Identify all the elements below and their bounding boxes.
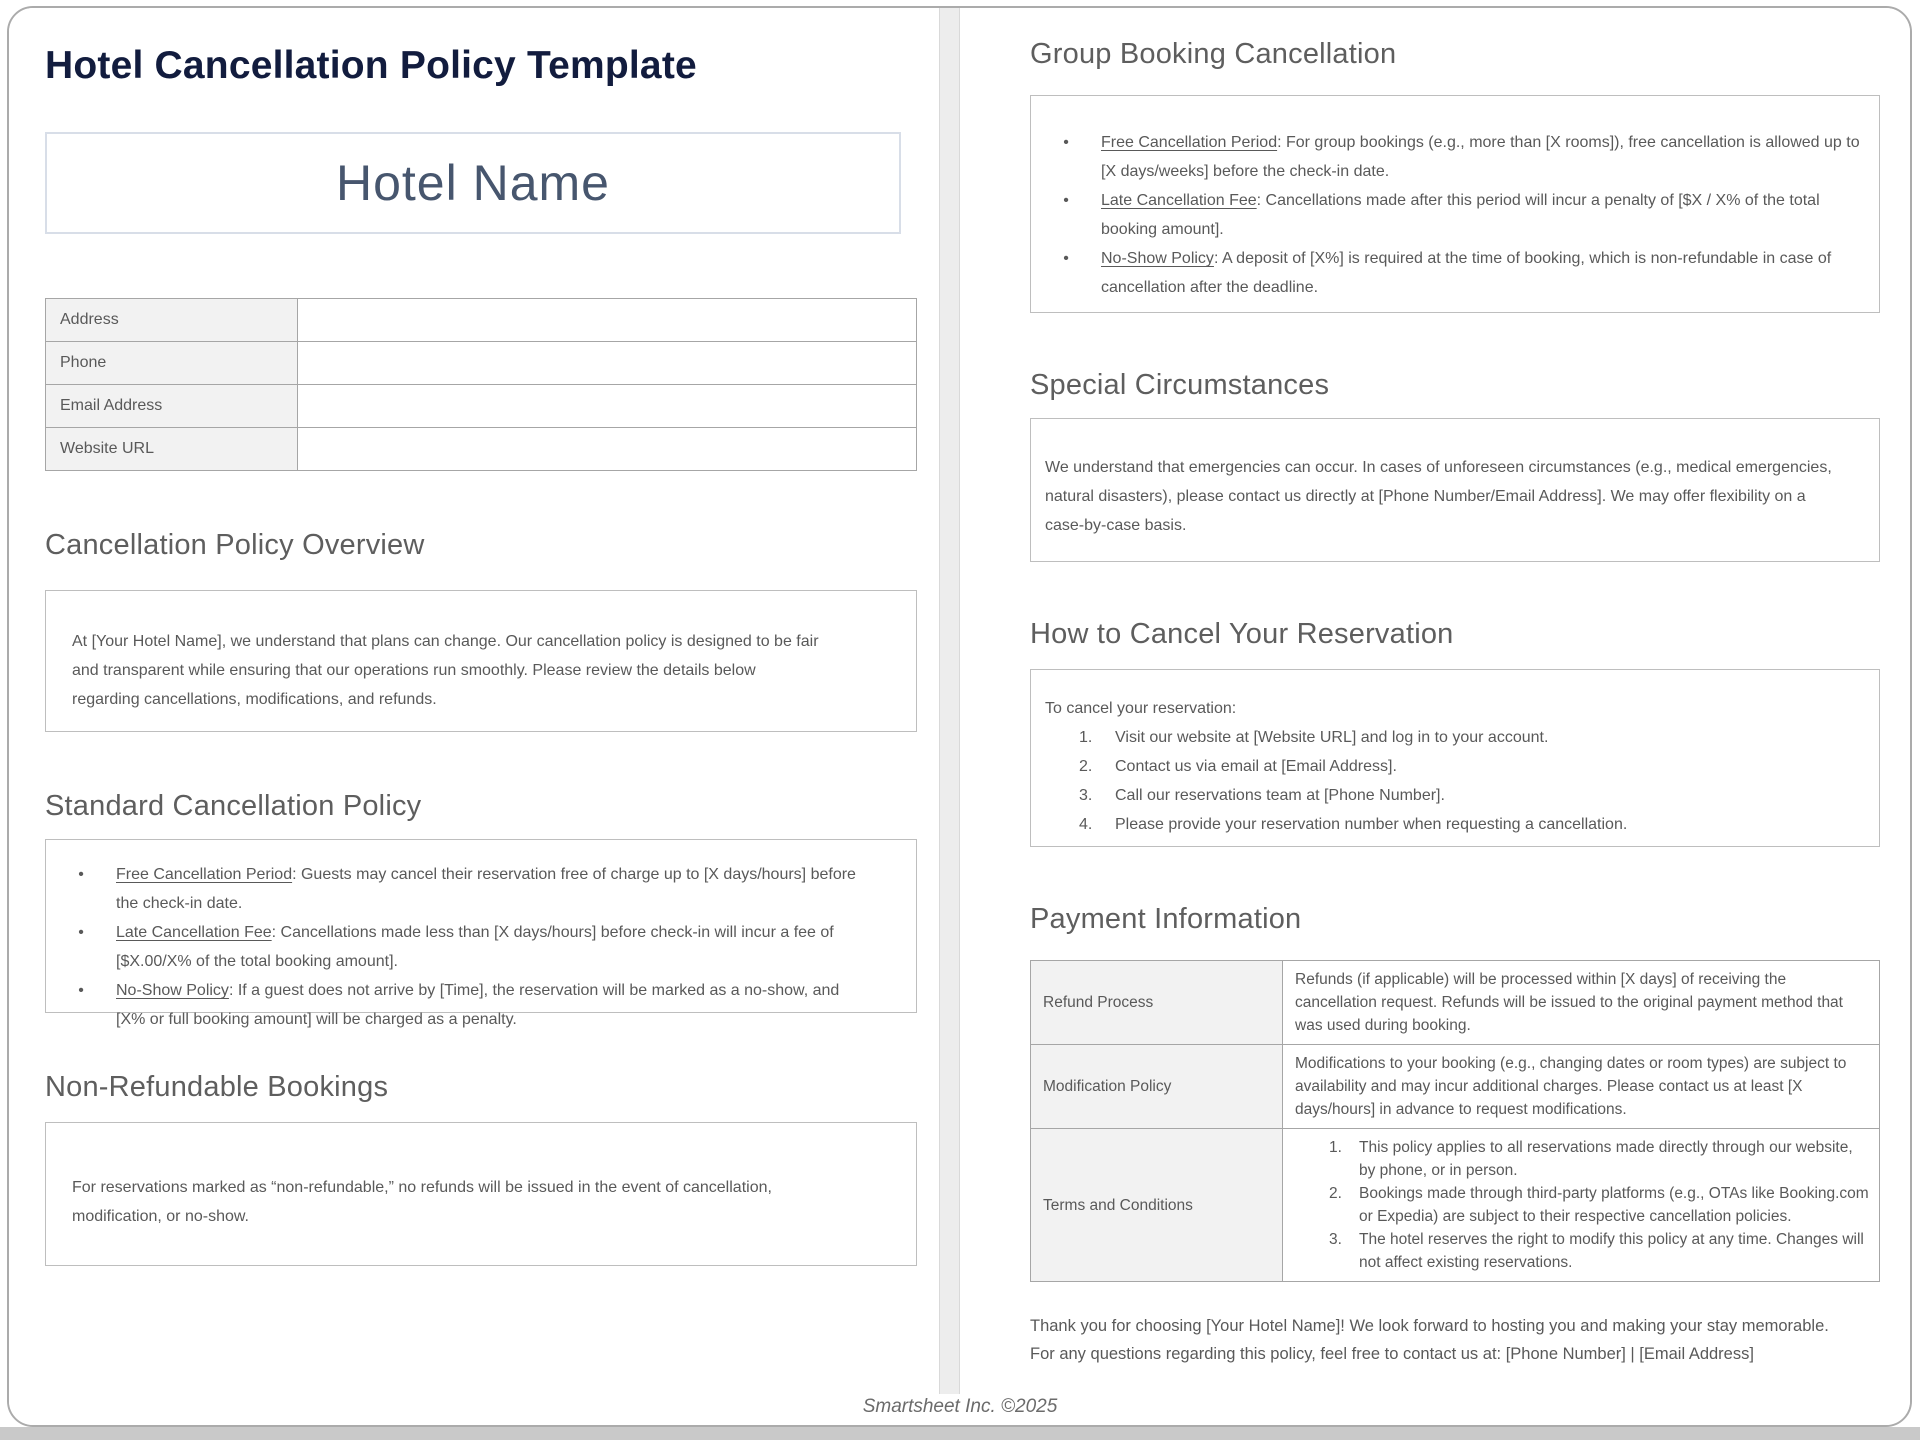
list-item	[1295, 1182, 1869, 1228]
section-heading-howto: How to Cancel Your Reservation	[1030, 618, 1454, 650]
bullet-text: Free Cancellation Period: Guests may cancel their reservation free of charge up to [X days/hours] before the check-in date.	[116, 866, 856, 912]
nonrefundable-text: For reservations marked as “non-refundable,” no refunds will be issued in the event of cancellation, modification, or no-show.	[72, 1179, 772, 1225]
section-heading-standard-policy: Standard Cancellation Policy	[45, 790, 422, 822]
bullet-icon	[46, 860, 116, 918]
page-2	[960, 8, 1910, 1425]
step-number: 1.	[1079, 729, 1093, 746]
list-item	[46, 976, 900, 1034]
payment-value-terms	[1283, 1129, 1880, 1282]
contact-label-address: Address	[46, 299, 298, 342]
bullet-icon	[46, 918, 116, 976]
payment-value-refund: Refunds (if applicable) will be processed within [X days] of receiving the cancellation request. Refunds will be issued to the original payment method that was used during booking.	[1283, 961, 1880, 1045]
payment-label-refund: Refund Process	[1031, 961, 1283, 1045]
howto-intro: To cancel your reservation:	[1045, 700, 1237, 717]
list-item	[1031, 186, 1865, 244]
contact-value-website[interactable]	[298, 428, 917, 471]
nonrefundable-box	[45, 1122, 917, 1266]
step-text: Call our reservations team at [Phone Number].	[1115, 787, 1445, 804]
bullet-text: Late Cancellation Fee: Cancellations made less than [X days/hours] before check-in will incur a fee of [$X.00/X% of the total booking amount].	[116, 924, 834, 970]
bullet-icon	[46, 976, 116, 1034]
step-text: Contact us via email at [Email Address].	[1115, 758, 1397, 775]
contact-value-phone[interactable]	[298, 342, 917, 385]
bottom-scrollbar-track[interactable]	[0, 1427, 1920, 1440]
step-number: 4.	[1079, 816, 1093, 833]
payment-label-terms: Terms and Conditions	[1031, 1129, 1283, 1282]
bullet-text: Late Cancellation Fee: Cancellations made after this period will incur a penalty of [$X / X% of the total booking amount].	[1101, 192, 1820, 238]
closing-note	[1030, 1312, 1880, 1368]
table-row	[46, 342, 917, 385]
section-heading-payment: Payment Information	[1030, 903, 1302, 935]
list-item	[1045, 810, 1859, 839]
table-row	[1031, 1129, 1880, 1282]
section-heading-nonrefundable: Non-Refundable Bookings	[45, 1071, 389, 1103]
special-circumstances-text: We understand that emergencies can occur. In cases of unforeseen circumstances (e.g., medical emergencies, natural disasters), please contact us directly at [Phone Number/Email Address]. We may offer flexibility on a case-by-case basis.	[1045, 459, 1832, 534]
overview-text: At [Your Hotel Name], we understand that plans can change. Our cancellation policy is designed to be fair and transparent while ensuring that our operations run smoothly. Please review the details below regarding cancellations, modifications, and refunds.	[72, 633, 819, 708]
smartsheet-copyright: Smartsheet Inc. ©2025	[862, 1396, 1058, 1417]
contact-value-address[interactable]	[298, 299, 917, 342]
table-row	[1031, 961, 1880, 1045]
hotel-name-placeholder: Hotel Name	[336, 155, 610, 211]
overview-box	[45, 590, 917, 732]
list-item	[46, 918, 900, 976]
step-number: 3.	[1329, 1231, 1342, 1248]
table-row	[1031, 1045, 1880, 1129]
step-text: Visit our website at [Website URL] and log in to your account.	[1115, 729, 1549, 746]
pages-container	[9, 8, 1910, 1425]
step-text: The hotel reserves the right to modify this policy at any time. Changes will not affect existing reservations.	[1359, 1231, 1864, 1271]
contact-value-email[interactable]	[298, 385, 917, 428]
list-item	[1045, 752, 1859, 781]
payment-info-table	[1030, 960, 1880, 1282]
group-booking-box	[1030, 95, 1880, 313]
hotel-name-box[interactable]	[45, 132, 901, 234]
step-number: 2.	[1329, 1185, 1342, 1202]
list-item	[1295, 1228, 1869, 1274]
bullet-icon	[1031, 186, 1101, 244]
special-circumstances-box	[1030, 418, 1880, 562]
contact-label-email: Email Address	[46, 385, 298, 428]
contact-label-website: Website URL	[46, 428, 298, 471]
page-title: Hotel Cancellation Policy Template	[45, 44, 697, 87]
page-1	[9, 8, 939, 1425]
document-frame	[7, 6, 1912, 1427]
section-heading-special: Special Circumstances	[1030, 369, 1330, 401]
list-item	[1295, 1136, 1869, 1182]
section-heading-group-booking: Group Booking Cancellation	[1030, 38, 1397, 70]
payment-label-modification: Modification Policy	[1031, 1045, 1283, 1129]
list-item	[1045, 781, 1859, 810]
step-number: 2.	[1079, 758, 1093, 775]
bullet-text: No-Show Policy: If a guest does not arrive by [Time], the reservation will be marked as a no-show, and [X% or full booking amount] will be charged as a penalty.	[116, 982, 840, 1028]
list-item	[1031, 244, 1865, 302]
page-gutter	[939, 8, 960, 1394]
closing-note-line2: For any questions regarding this policy, feel free to contact us at: [Phone Number] | [Email Address]	[1030, 1345, 1754, 1363]
table-row	[46, 385, 917, 428]
closing-note-line1: Thank you for choosing [Your Hotel Name]! We look forward to hosting you and making your stay memorable.	[1030, 1317, 1829, 1335]
bullet-icon	[1031, 128, 1101, 186]
step-text: Please provide your reservation number when requesting a cancellation.	[1115, 816, 1628, 833]
step-text: Bookings made through third-party platforms (e.g., OTAs like Booking.com or Expedia) are subject to their respective cancellation policies.	[1359, 1185, 1869, 1225]
section-heading-overview: Cancellation Policy Overview	[45, 529, 425, 561]
bullet-text: No-Show Policy: A deposit of [X%] is required at the time of booking, which is non-refundable in case of cancellation after the deadline.	[1101, 250, 1832, 296]
list-item	[1031, 128, 1865, 186]
standard-policy-box	[45, 839, 917, 1028]
howto-box	[1030, 669, 1880, 847]
step-number: 3.	[1079, 787, 1093, 804]
list-item	[46, 860, 900, 918]
step-text: This policy applies to all reservations made directly through our website, by phone, or in person.	[1359, 1139, 1853, 1179]
bullet-icon	[1031, 244, 1101, 302]
payment-value-modification: Modifications to your booking (e.g., changing dates or room types) are subject to availability and may incur additional charges. Please contact us at least [X days/hours] in advance to request modifications.	[1283, 1045, 1880, 1129]
bullet-text: Free Cancellation Period: For group bookings (e.g., more than [X rooms]), free cancellation is allowed up to [X days/weeks] before the check-in date.	[1101, 134, 1860, 180]
step-number: 1.	[1329, 1139, 1342, 1156]
contact-info-table	[45, 298, 917, 471]
contact-label-phone: Phone	[46, 342, 298, 385]
list-item	[1045, 723, 1859, 752]
table-row	[46, 428, 917, 471]
table-row	[46, 299, 917, 342]
